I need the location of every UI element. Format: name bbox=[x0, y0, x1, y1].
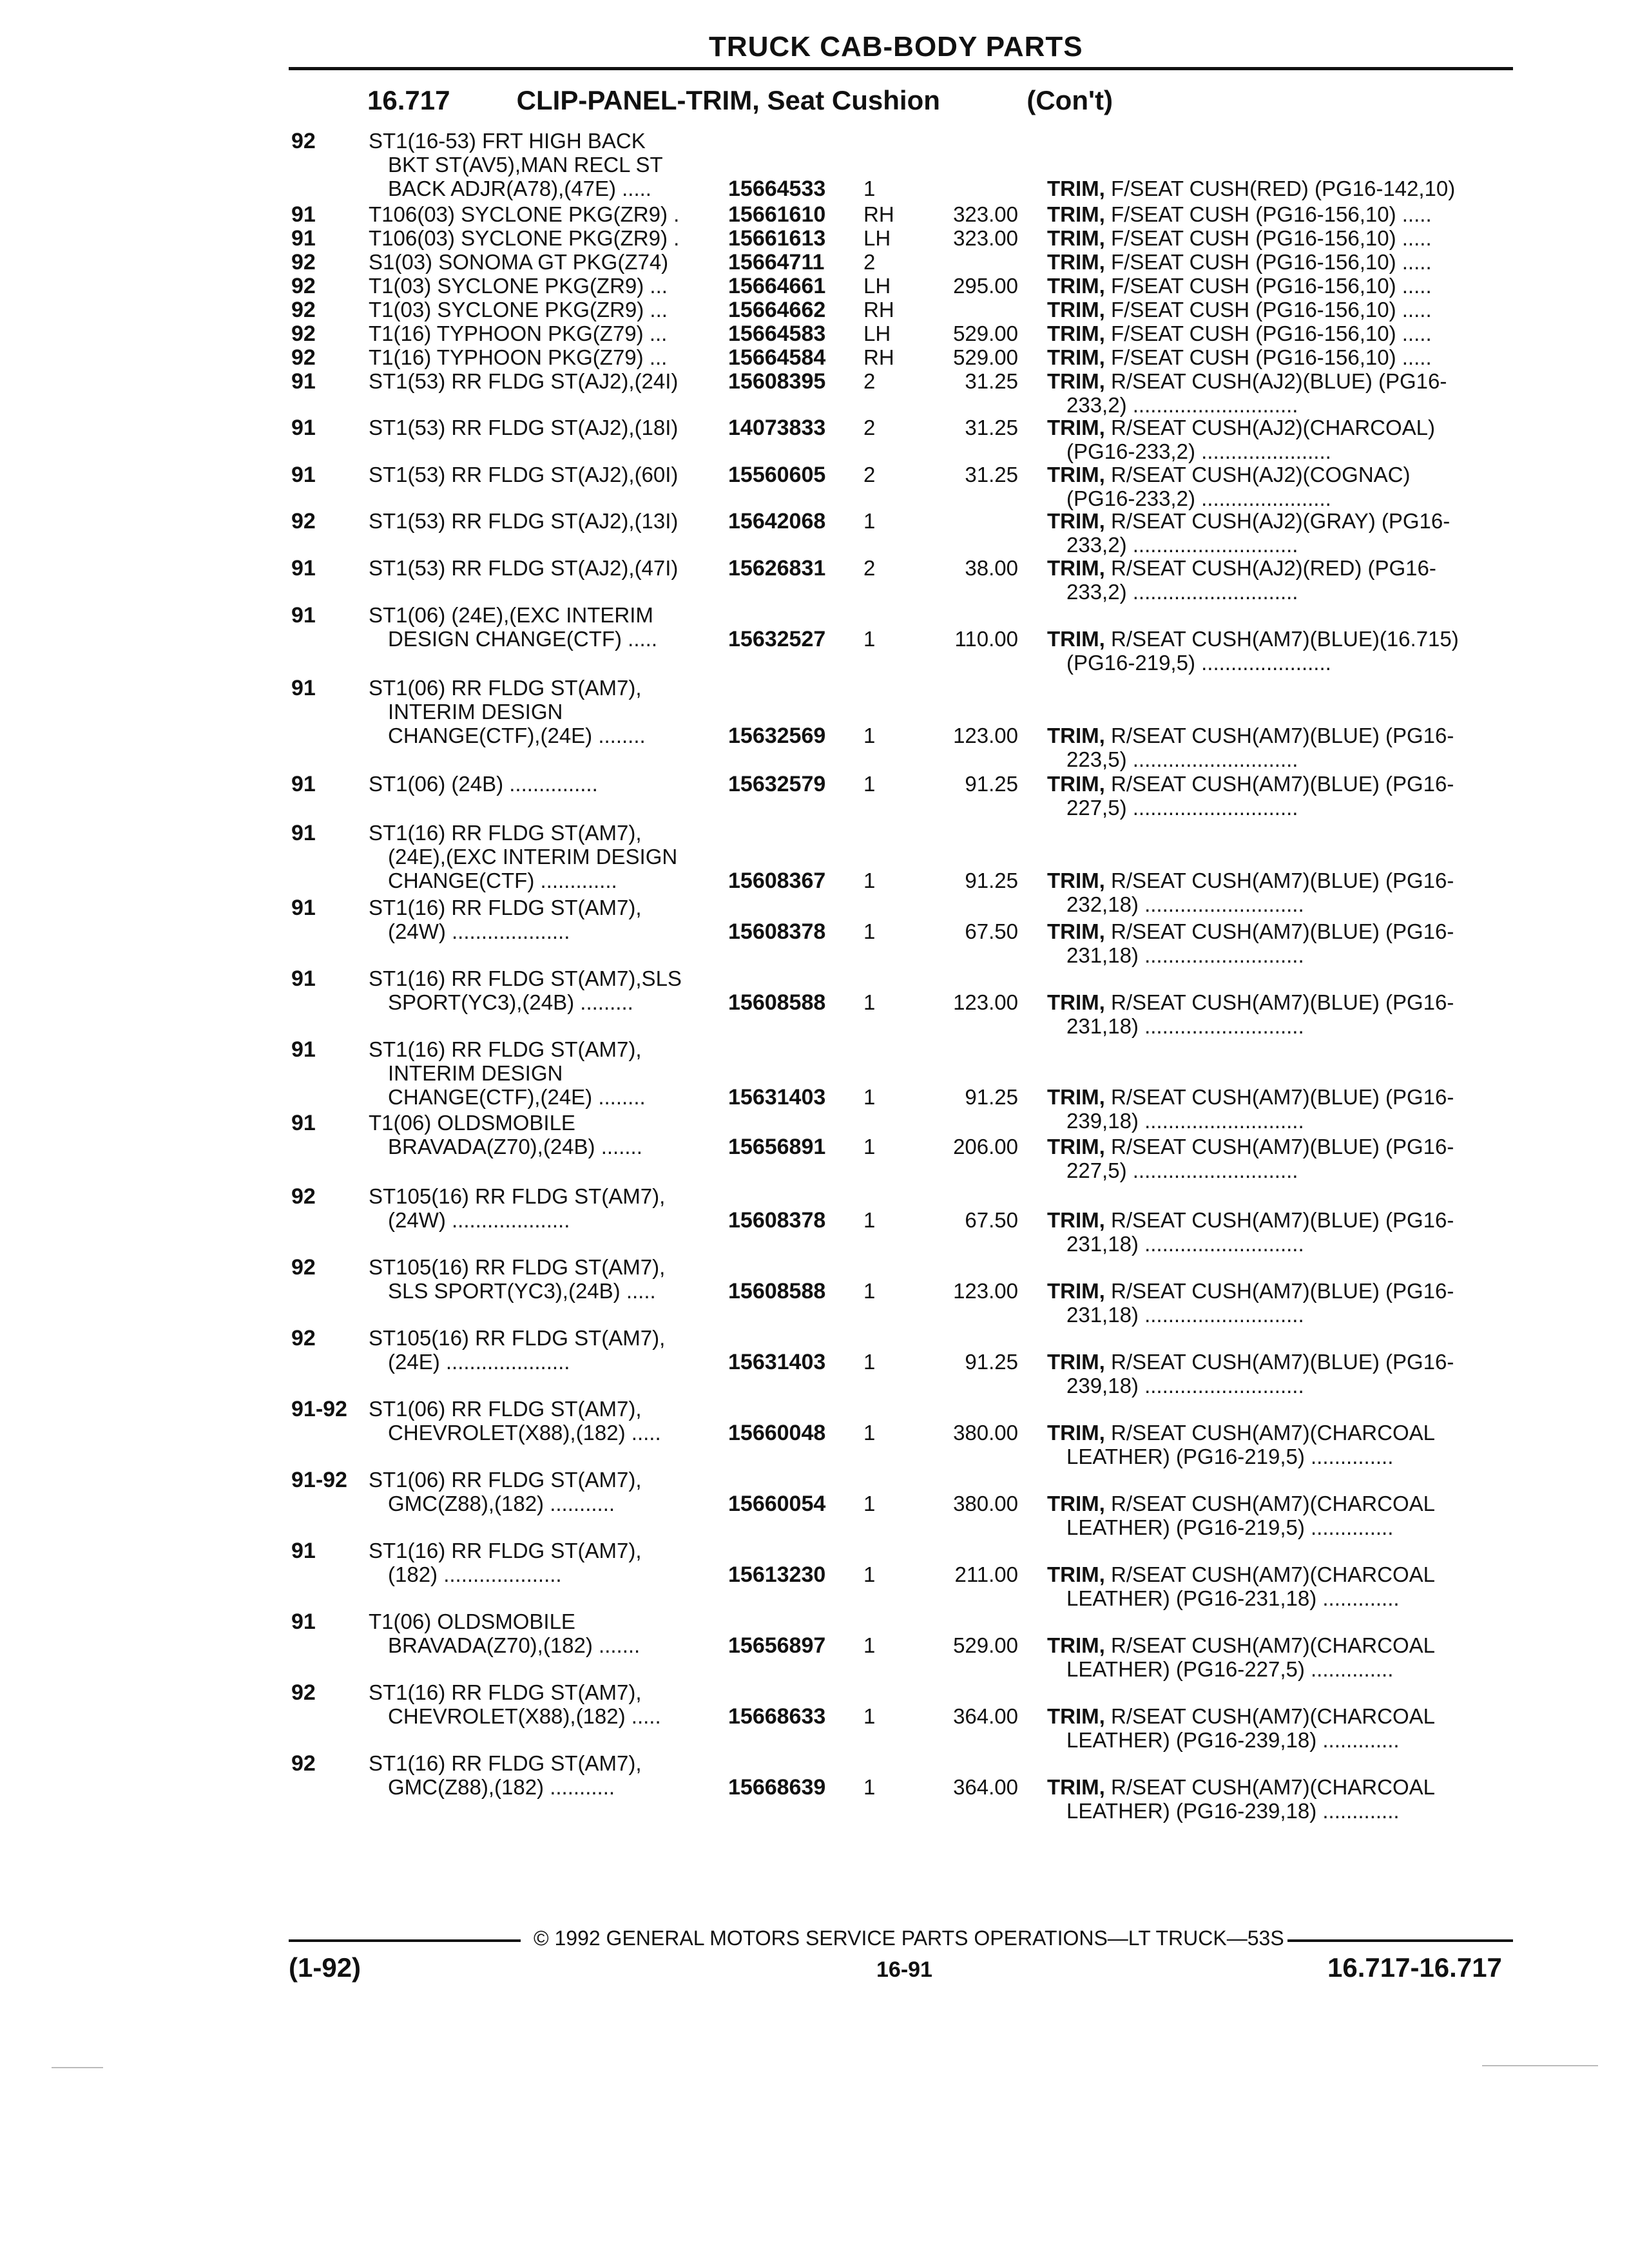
part-note bbox=[1047, 1492, 1524, 1539]
description-line: ST1(16) RR FLDG ST(AM7), bbox=[369, 1539, 642, 1562]
note-line: TRIM, R/SEAT CUSH(AM7)(CHARCOAL bbox=[1047, 1633, 1436, 1657]
part-description bbox=[369, 463, 717, 486]
note-line: LEATHER) (PG16-219,5) .............. bbox=[1066, 1515, 1394, 1539]
part-number: 15661610 bbox=[728, 202, 826, 227]
part-number: 15660054 bbox=[728, 1492, 826, 1516]
note-line: LEATHER) (PG16-231,18) ............. bbox=[1066, 1586, 1400, 1610]
description-line: ST1(06) (24E),(EXC INTERIM bbox=[369, 603, 653, 627]
quantity: 1 bbox=[863, 1492, 876, 1515]
note-line: TRIM, R/SEAT CUSH(AM7)(CHARCOAL bbox=[1047, 1421, 1436, 1445]
note-line: TRIM, R/SEAT CUSH(AJ2)(COGNAC) bbox=[1047, 463, 1411, 486]
description-line: (24W) .................... bbox=[388, 1208, 570, 1232]
part-number: 15656891 bbox=[728, 1135, 826, 1159]
note-line: TRIM, R/SEAT CUSH(AM7)(CHARCOAL bbox=[1047, 1562, 1436, 1586]
part-description bbox=[369, 1326, 717, 1374]
description-line: (24E),(EXC INTERIM DESIGN bbox=[388, 845, 678, 869]
note-line: TRIM, F/SEAT CUSH (PG16-156,10) ..... bbox=[1047, 322, 1432, 345]
part-number: 15608588 bbox=[728, 1279, 826, 1303]
part-number: 15560605 bbox=[728, 463, 826, 487]
model-year: 91 bbox=[291, 556, 316, 581]
part-number: 15608378 bbox=[728, 1208, 826, 1233]
description-line: CHANGE(CTF) ............. bbox=[388, 869, 617, 892]
part-number: 15656897 bbox=[728, 1633, 826, 1658]
note-line: TRIM, R/SEAT CUSH(AJ2)(GRAY) (PG16- bbox=[1047, 509, 1451, 533]
price: 529.00 bbox=[953, 1633, 1018, 1657]
quantity: 1 bbox=[863, 1208, 876, 1232]
part-number: 15660048 bbox=[728, 1421, 826, 1445]
description-line: CHEVROLET(X88),(182) ..... bbox=[388, 1704, 661, 1728]
note-line: (PG16-233,2) ...................... bbox=[1066, 486, 1331, 510]
description-line: ST1(53) RR FLDG ST(AJ2),(60I) bbox=[369, 463, 679, 486]
note-line: 231,18) ........................... bbox=[1066, 1014, 1304, 1038]
quantity: 1 bbox=[863, 1135, 876, 1158]
part-description bbox=[369, 509, 717, 533]
part-description bbox=[369, 966, 717, 1014]
note-line: TRIM, R/SEAT CUSH(AM7)(BLUE) (PG16- bbox=[1047, 1279, 1454, 1303]
description-line: ST1(53) RR FLDG ST(AJ2),(13I) bbox=[369, 509, 679, 533]
note-line: LEATHER) (PG16-219,5) .............. bbox=[1066, 1445, 1394, 1468]
footer-rule-right bbox=[1287, 1939, 1513, 1942]
description-line: T1(16) TYPHOON PKG(Z79) ... bbox=[369, 345, 668, 369]
price: 380.00 bbox=[953, 1492, 1018, 1515]
price: 380.00 bbox=[953, 1421, 1018, 1445]
note-line: 231,18) ........................... bbox=[1066, 943, 1304, 967]
note-line: TRIM, R/SEAT CUSH(AM7)(BLUE) (PG16- bbox=[1047, 869, 1454, 892]
description-line: BRAVADA(Z70),(182) ....... bbox=[388, 1633, 641, 1657]
part-description bbox=[369, 821, 717, 892]
note-line: TRIM, R/SEAT CUSH(AM7)(CHARCOAL bbox=[1047, 1492, 1436, 1515]
part-number: 15608395 bbox=[728, 369, 826, 394]
part-note bbox=[1047, 1085, 1524, 1133]
part-number: 15632579 bbox=[728, 772, 826, 796]
price: 211.00 bbox=[954, 1562, 1018, 1586]
part-number: 14073833 bbox=[728, 416, 826, 440]
quantity: 1 bbox=[863, 1085, 876, 1109]
part-note bbox=[1047, 1633, 1524, 1681]
quantity: 1 bbox=[863, 509, 876, 533]
description-line: BACK ADJR(A78),(47E) ..... bbox=[388, 177, 651, 200]
part-number: 15642068 bbox=[728, 509, 826, 533]
description-line: ST1(06) RR FLDG ST(AM7), bbox=[369, 1468, 642, 1492]
model-year: 92 bbox=[291, 322, 316, 346]
description-line: S1(03) SONOMA GT PKG(Z74) bbox=[369, 250, 669, 274]
footer-section-range: 16.717-16.717 bbox=[1327, 1952, 1502, 1983]
header-rule bbox=[289, 67, 1513, 70]
part-description bbox=[369, 772, 717, 796]
description-line: GMC(Z88),(182) ........... bbox=[388, 1492, 615, 1515]
part-number: 15668633 bbox=[728, 1704, 826, 1729]
quantity: LH bbox=[863, 274, 891, 298]
note-line: TRIM, F/SEAT CUSH(RED) (PG16-142,10) bbox=[1047, 177, 1456, 200]
description-line: DESIGN CHANGE(CTF) ..... bbox=[388, 627, 658, 651]
part-note bbox=[1047, 298, 1524, 322]
part-number: 15608367 bbox=[728, 869, 826, 893]
note-line: TRIM, R/SEAT CUSH(AM7)(BLUE) (PG16- bbox=[1047, 990, 1454, 1014]
description-line: SPORT(YC3),(24B) ......... bbox=[388, 990, 633, 1014]
price: 91.25 bbox=[965, 1350, 1018, 1374]
part-number: 15631403 bbox=[728, 1085, 826, 1110]
note-line: TRIM, R/SEAT CUSH(AM7)(BLUE) (PG16- bbox=[1047, 1350, 1454, 1374]
part-note bbox=[1047, 919, 1524, 967]
part-description bbox=[369, 1680, 717, 1728]
quantity: 1 bbox=[863, 1421, 876, 1445]
description-line: ST1(53) RR FLDG ST(AJ2),(47I) bbox=[369, 556, 679, 580]
note-line: TRIM, R/SEAT CUSH(AM7)(BLUE) (PG16- bbox=[1047, 919, 1454, 943]
note-line: 232,18) ........................... bbox=[1066, 892, 1304, 916]
model-year: 91 bbox=[291, 821, 316, 845]
part-description bbox=[369, 1610, 717, 1657]
description-line: T106(03) SYCLONE PKG(ZR9) . bbox=[369, 226, 680, 250]
part-number: 15631403 bbox=[728, 1350, 826, 1374]
part-description bbox=[369, 250, 717, 274]
model-year: 92 bbox=[291, 1326, 316, 1350]
description-line: ST1(06) (24B) ............... bbox=[369, 772, 598, 796]
description-line: INTERIM DESIGN bbox=[388, 1061, 563, 1085]
description-line: T1(06) OLDSMOBILE bbox=[369, 1610, 575, 1633]
note-line: LEATHER) (PG16-239,18) ............. bbox=[1066, 1728, 1400, 1752]
note-line: 223,5) ............................ bbox=[1066, 747, 1298, 771]
description-line: (182) .................... bbox=[388, 1562, 562, 1586]
part-note bbox=[1047, 990, 1524, 1038]
price: 529.00 bbox=[953, 322, 1018, 345]
part-description bbox=[369, 298, 717, 322]
note-line: TRIM, F/SEAT CUSH (PG16-156,10) ..... bbox=[1047, 274, 1432, 298]
model-year: 92 bbox=[291, 129, 316, 153]
description-line: T106(03) SYCLONE PKG(ZR9) . bbox=[369, 202, 680, 226]
part-description bbox=[369, 1037, 717, 1109]
scan-artifact bbox=[52, 2067, 103, 2068]
model-year: 91 bbox=[291, 1111, 316, 1135]
part-description bbox=[369, 129, 717, 200]
description-line: SLS SPORT(YC3),(24B) ..... bbox=[388, 1279, 656, 1303]
model-year: 92 bbox=[291, 250, 316, 274]
model-year: 91 bbox=[291, 676, 316, 700]
model-year: 92 bbox=[291, 345, 316, 370]
part-note bbox=[1047, 177, 1524, 200]
description-line: INTERIM DESIGN bbox=[388, 700, 563, 724]
part-number: 15626831 bbox=[728, 556, 826, 581]
note-line: TRIM, R/SEAT CUSH(AM7)(BLUE) (PG16- bbox=[1047, 1208, 1454, 1232]
description-line: T1(03) SYCLONE PKG(ZR9) ... bbox=[369, 298, 668, 322]
note-line: 227,5) ............................ bbox=[1066, 796, 1298, 820]
part-note bbox=[1047, 345, 1524, 369]
part-description bbox=[369, 274, 717, 298]
price: 67.50 bbox=[965, 919, 1018, 943]
part-description bbox=[369, 226, 717, 250]
part-number: 15632527 bbox=[728, 627, 826, 651]
note-line: TRIM, R/SEAT CUSH(AM7)(BLUE) (PG16- bbox=[1047, 1085, 1454, 1109]
note-line: (PG16-233,2) ...................... bbox=[1066, 439, 1331, 463]
part-description bbox=[369, 1255, 717, 1303]
quantity: 2 bbox=[863, 250, 876, 274]
price: 31.25 bbox=[965, 463, 1018, 486]
part-description bbox=[369, 1468, 717, 1515]
quantity: 1 bbox=[863, 919, 876, 943]
footer-revision: (1-92) bbox=[289, 1952, 361, 1983]
part-number: 15664711 bbox=[728, 250, 825, 274]
footer-copyright: © 1992 GENERAL MOTORS SERVICE PARTS OPERATIONS—LT TRUCK—53S bbox=[534, 1927, 1284, 1950]
footer-page-number: 16-91 bbox=[876, 1957, 932, 1982]
section-number: 16.717 bbox=[367, 85, 450, 115]
note-line: TRIM, F/SEAT CUSH (PG16-156,10) ..... bbox=[1047, 298, 1432, 322]
part-number: 15664584 bbox=[728, 345, 826, 370]
description-line: ST1(16) RR FLDG ST(AM7), bbox=[369, 1751, 642, 1775]
description-line: ST1(16-53) FRT HIGH BACK bbox=[369, 129, 646, 153]
description-line: (24W) .................... bbox=[388, 919, 570, 943]
price: 206.00 bbox=[953, 1135, 1018, 1158]
note-line: (PG16-219,5) ...................... bbox=[1066, 651, 1331, 675]
description-line: ST1(16) RR FLDG ST(AM7), bbox=[369, 896, 642, 919]
part-description bbox=[369, 345, 717, 369]
quantity: 1 bbox=[863, 627, 876, 651]
price: 364.00 bbox=[953, 1775, 1018, 1799]
model-year: 91 bbox=[291, 416, 316, 440]
note-line: TRIM, R/SEAT CUSH(AJ2)(BLUE) (PG16- bbox=[1047, 369, 1447, 393]
description-line: BRAVADA(Z70),(24B) ....... bbox=[388, 1135, 642, 1158]
part-note bbox=[1047, 1350, 1524, 1398]
quantity: 1 bbox=[863, 1279, 876, 1303]
note-line: 233,2) ............................ bbox=[1066, 580, 1298, 604]
note-line: TRIM, R/SEAT CUSH(AJ2)(CHARCOAL) bbox=[1047, 416, 1436, 439]
model-year: 91 bbox=[291, 966, 316, 991]
note-line: 227,5) ............................ bbox=[1066, 1158, 1298, 1182]
quantity: 1 bbox=[863, 1562, 876, 1586]
note-line: 239,18) ........................... bbox=[1066, 1109, 1304, 1133]
description-line: ST1(06) RR FLDG ST(AM7), bbox=[369, 676, 642, 700]
note-line: 233,2) ............................ bbox=[1066, 533, 1298, 557]
part-note bbox=[1047, 250, 1524, 274]
price: 323.00 bbox=[953, 226, 1018, 250]
description-line: ST1(16) RR FLDG ST(AM7),SLS bbox=[369, 966, 682, 990]
model-year: 92 bbox=[291, 1184, 316, 1209]
part-note bbox=[1047, 369, 1524, 417]
part-number: 15664661 bbox=[728, 274, 826, 298]
model-year: 91-92 bbox=[291, 1397, 347, 1421]
part-note bbox=[1047, 1135, 1524, 1182]
description-line: ST1(06) RR FLDG ST(AM7), bbox=[369, 1397, 642, 1421]
part-note bbox=[1047, 627, 1524, 675]
part-description bbox=[369, 676, 717, 747]
quantity: 2 bbox=[863, 416, 876, 439]
price: 31.25 bbox=[965, 369, 1018, 393]
quantity: 1 bbox=[863, 724, 876, 747]
section-heading bbox=[367, 85, 1113, 116]
model-year: 92 bbox=[291, 298, 316, 322]
model-year: 91 bbox=[291, 226, 316, 251]
note-line: TRIM, F/SEAT CUSH (PG16-156,10) ..... bbox=[1047, 345, 1432, 369]
model-year: 91 bbox=[291, 369, 316, 394]
model-year: 92 bbox=[291, 1255, 316, 1280]
part-number: 15668639 bbox=[728, 1775, 826, 1800]
part-description bbox=[369, 896, 717, 943]
part-number: 15661613 bbox=[728, 226, 826, 251]
note-line: LEATHER) (PG16-239,18) ............. bbox=[1066, 1799, 1400, 1823]
model-year: 91 bbox=[291, 1037, 316, 1062]
part-note bbox=[1047, 322, 1524, 345]
scan-artifact bbox=[1482, 2065, 1598, 2066]
note-line: TRIM, F/SEAT CUSH (PG16-156,10) ..... bbox=[1047, 250, 1432, 274]
part-number: 15608588 bbox=[728, 990, 826, 1015]
part-note bbox=[1047, 772, 1524, 820]
part-number: 15613230 bbox=[728, 1562, 826, 1587]
description-line: T1(06) OLDSMOBILE bbox=[369, 1111, 575, 1135]
part-description bbox=[369, 202, 717, 226]
part-note bbox=[1047, 556, 1524, 604]
price: 110.00 bbox=[954, 627, 1018, 651]
part-note bbox=[1047, 869, 1524, 916]
price: 123.00 bbox=[953, 724, 1018, 747]
part-description bbox=[369, 322, 717, 345]
note-line: 231,18) ........................... bbox=[1066, 1232, 1304, 1256]
model-year: 91 bbox=[291, 603, 316, 628]
price: 295.00 bbox=[953, 274, 1018, 298]
quantity: 1 bbox=[863, 1775, 876, 1799]
description-line: T1(16) TYPHOON PKG(Z79) ... bbox=[369, 322, 668, 345]
part-note bbox=[1047, 509, 1524, 557]
note-line: TRIM, R/SEAT CUSH(AJ2)(RED) (PG16- bbox=[1047, 556, 1436, 580]
model-year: 91 bbox=[291, 772, 316, 796]
description-line: T1(03) SYCLONE PKG(ZR9) ... bbox=[369, 274, 668, 298]
part-number: 15664662 bbox=[728, 298, 826, 322]
description-line: CHANGE(CTF),(24E) ........ bbox=[388, 1085, 646, 1109]
price: 67.50 bbox=[965, 1208, 1018, 1232]
part-note bbox=[1047, 1208, 1524, 1256]
quantity: RH bbox=[863, 298, 894, 322]
quantity: 2 bbox=[863, 369, 876, 393]
description-line: ST1(53) RR FLDG ST(AJ2),(18I) bbox=[369, 416, 679, 439]
note-line: 233,2) ............................ bbox=[1066, 393, 1298, 417]
price: 91.25 bbox=[965, 772, 1018, 796]
part-description bbox=[369, 1184, 717, 1232]
note-line: 231,18) ........................... bbox=[1066, 1303, 1304, 1327]
note-line: TRIM, R/SEAT CUSH(AM7)(CHARCOAL bbox=[1047, 1704, 1436, 1728]
model-year: 92 bbox=[291, 274, 316, 298]
part-description bbox=[369, 1539, 717, 1586]
description-line: BKT ST(AV5),MAN RECL ST bbox=[388, 153, 663, 177]
quantity: 2 bbox=[863, 556, 876, 580]
description-line: CHEVROLET(X88),(182) ..... bbox=[388, 1421, 661, 1445]
description-line: (24E) ..................... bbox=[388, 1350, 570, 1374]
quantity: 1 bbox=[863, 1633, 876, 1657]
price: 529.00 bbox=[953, 345, 1018, 369]
part-number: 15664533 bbox=[728, 177, 826, 201]
price: 31.25 bbox=[965, 416, 1018, 439]
part-note bbox=[1047, 1421, 1524, 1468]
section-continued: (Con't) bbox=[1027, 85, 1113, 115]
price: 323.00 bbox=[953, 202, 1018, 226]
note-line: TRIM, R/SEAT CUSH(AM7)(BLUE) (PG16- bbox=[1047, 1135, 1454, 1158]
note-line: 239,18) ........................... bbox=[1066, 1374, 1304, 1398]
note-line: TRIM, R/SEAT CUSH(AM7)(BLUE) (PG16- bbox=[1047, 724, 1454, 747]
part-note bbox=[1047, 1775, 1524, 1823]
quantity: LH bbox=[863, 226, 891, 250]
part-number: 15632569 bbox=[728, 724, 826, 748]
description-line: ST1(16) RR FLDG ST(AM7), bbox=[369, 1037, 642, 1061]
description-line: CHANGE(CTF),(24E) ........ bbox=[388, 724, 646, 747]
description-line: ST1(16) RR FLDG ST(AM7), bbox=[369, 821, 642, 845]
price: 91.25 bbox=[965, 1085, 1018, 1109]
price: 123.00 bbox=[953, 1279, 1018, 1303]
part-description bbox=[369, 556, 717, 580]
part-description bbox=[369, 1111, 717, 1158]
part-number: 15608378 bbox=[728, 919, 826, 944]
model-year: 91-92 bbox=[291, 1468, 347, 1492]
part-description bbox=[369, 369, 717, 393]
part-description bbox=[369, 416, 717, 439]
part-note bbox=[1047, 1562, 1524, 1610]
model-year: 91 bbox=[291, 202, 316, 227]
model-year: 91 bbox=[291, 463, 316, 487]
description-line: ST1(16) RR FLDG ST(AM7), bbox=[369, 1680, 642, 1704]
part-note bbox=[1047, 724, 1524, 771]
part-note bbox=[1047, 1279, 1524, 1327]
part-note bbox=[1047, 1704, 1524, 1752]
model-year: 92 bbox=[291, 1680, 316, 1705]
part-note bbox=[1047, 463, 1524, 510]
quantity: 1 bbox=[863, 772, 876, 796]
note-line: TRIM, R/SEAT CUSH(AM7)(BLUE) (PG16- bbox=[1047, 772, 1454, 796]
model-year: 91 bbox=[291, 1539, 316, 1563]
price: 364.00 bbox=[953, 1704, 1018, 1728]
model-year: 92 bbox=[291, 509, 316, 533]
quantity: 1 bbox=[863, 1704, 876, 1728]
footer-rule-left bbox=[289, 1939, 521, 1942]
quantity: 1 bbox=[863, 177, 876, 200]
quantity: LH bbox=[863, 322, 891, 345]
part-note bbox=[1047, 202, 1524, 226]
quantity: RH bbox=[863, 202, 894, 226]
part-number: 15664583 bbox=[728, 322, 826, 346]
note-line: TRIM, R/SEAT CUSH(AM7)(BLUE)(16.715) bbox=[1047, 627, 1459, 651]
part-description bbox=[369, 1751, 717, 1799]
note-line: TRIM, R/SEAT CUSH(AM7)(CHARCOAL bbox=[1047, 1775, 1436, 1799]
model-year: 91 bbox=[291, 1610, 316, 1634]
price: 38.00 bbox=[965, 556, 1018, 580]
part-note bbox=[1047, 416, 1524, 463]
quantity: RH bbox=[863, 345, 894, 369]
description-line: ST105(16) RR FLDG ST(AM7), bbox=[369, 1184, 666, 1208]
quantity: 1 bbox=[863, 1350, 876, 1374]
description-line: ST105(16) RR FLDG ST(AM7), bbox=[369, 1326, 666, 1350]
price: 123.00 bbox=[953, 990, 1018, 1014]
note-line: TRIM, F/SEAT CUSH (PG16-156,10) ..... bbox=[1047, 226, 1432, 250]
model-year: 91 bbox=[291, 896, 316, 920]
note-line: TRIM, F/SEAT CUSH (PG16-156,10) ..... bbox=[1047, 202, 1432, 226]
description-line: ST1(53) RR FLDG ST(AJ2),(24I) bbox=[369, 369, 679, 393]
note-line: LEATHER) (PG16-227,5) .............. bbox=[1066, 1657, 1394, 1681]
page-header-title: TRUCK CAB-BODY PARTS bbox=[709, 31, 1083, 62]
quantity: 2 bbox=[863, 463, 876, 486]
part-note bbox=[1047, 274, 1524, 298]
part-description bbox=[369, 603, 717, 651]
description-line: ST105(16) RR FLDG ST(AM7), bbox=[369, 1255, 666, 1279]
quantity: 1 bbox=[863, 869, 876, 892]
part-note bbox=[1047, 226, 1524, 250]
section-name: CLIP-PANEL-TRIM, Seat Cushion bbox=[516, 85, 940, 115]
quantity: 1 bbox=[863, 990, 876, 1014]
part-description bbox=[369, 1397, 717, 1445]
price: 91.25 bbox=[965, 869, 1018, 892]
model-year: 92 bbox=[291, 1751, 316, 1776]
description-line: GMC(Z88),(182) ........... bbox=[388, 1775, 615, 1799]
